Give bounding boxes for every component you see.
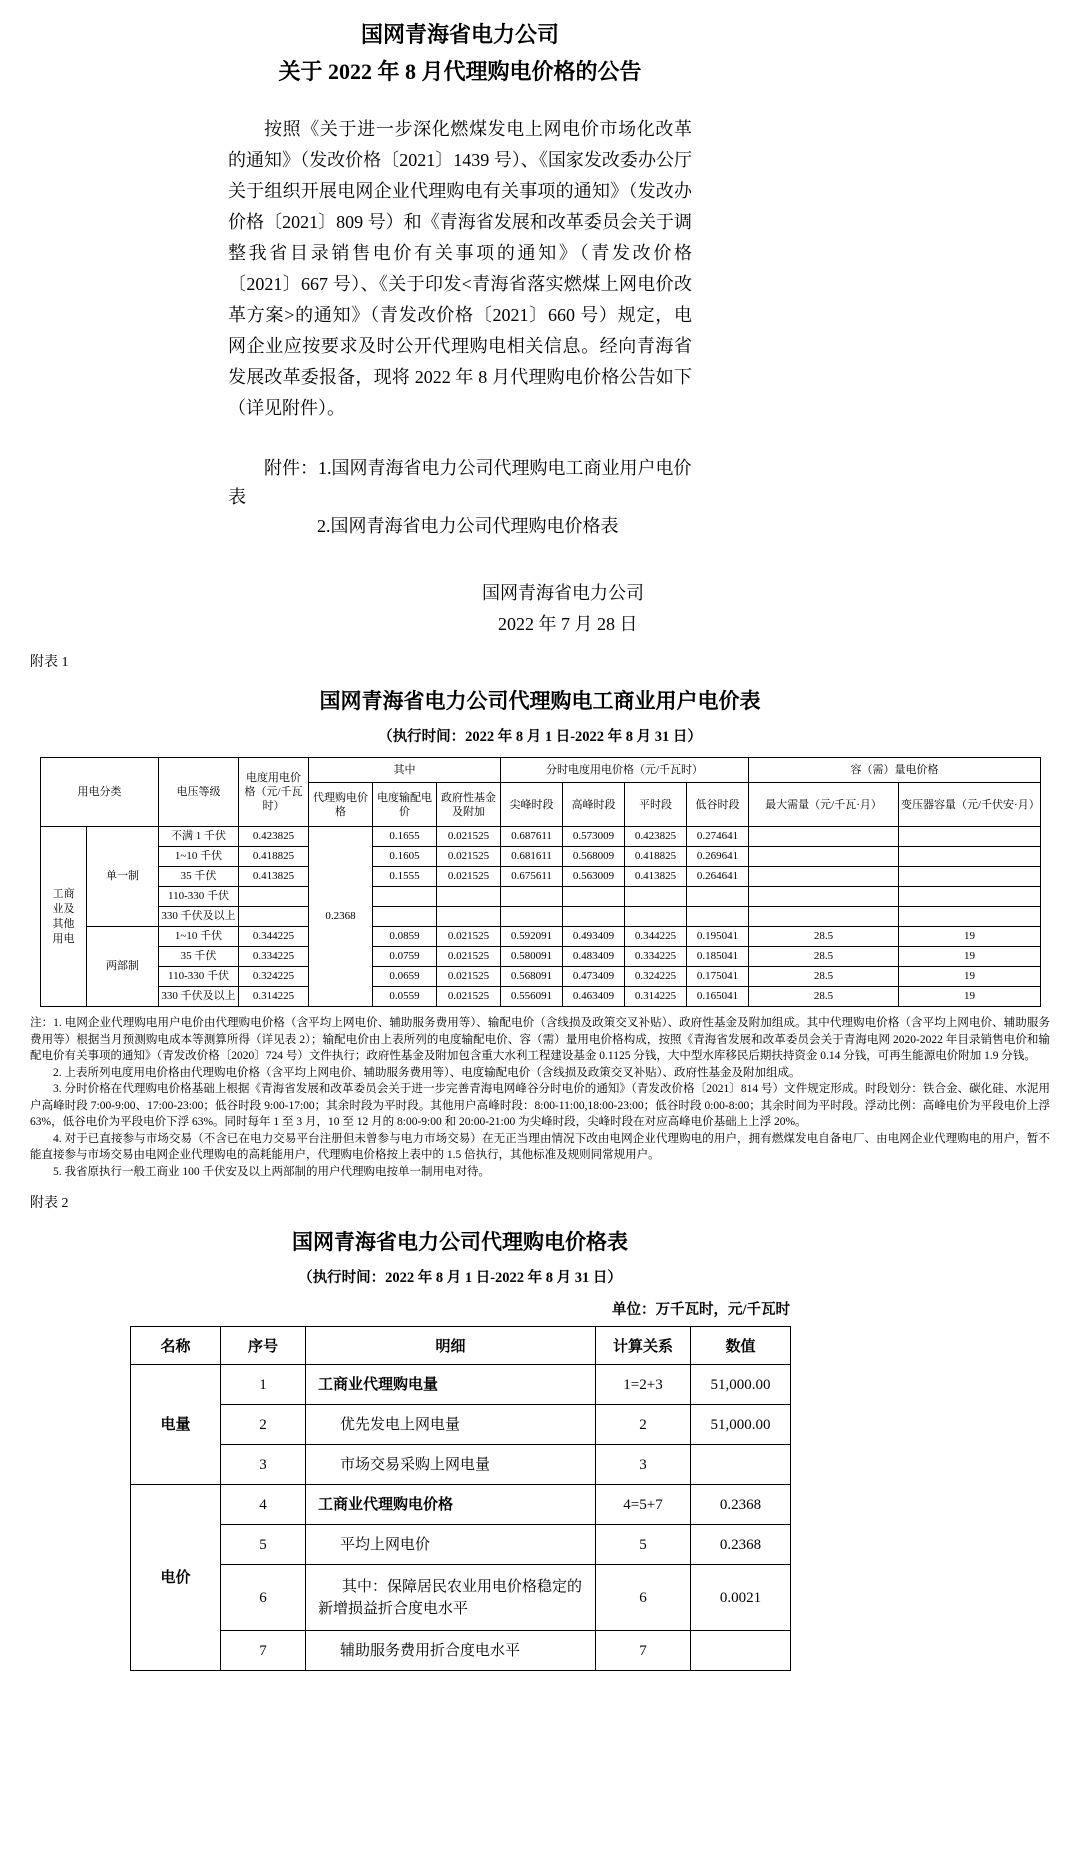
cell-transmission: 0.0859 — [373, 927, 437, 947]
cell-relation: 5 — [596, 1525, 691, 1565]
cell-valley: 0.264641 — [687, 867, 749, 887]
header-proxy-price: 代理购电价格 — [309, 783, 373, 827]
table1-notes — [30, 1015, 1050, 1180]
cell-voltage: 110-330 千伏 — [159, 887, 239, 907]
cell-peak — [563, 887, 625, 907]
cell-voltage: 1~10 千伏 — [159, 847, 239, 867]
cell-peak — [563, 907, 625, 927]
cell-sharp: 0.568091 — [501, 967, 563, 987]
table1-section — [40, 685, 1040, 1007]
header-voltage: 电压等级 — [159, 758, 239, 827]
cell-demand — [749, 907, 899, 927]
cell-transformer: 19 — [899, 947, 1041, 967]
table-header-row — [41, 758, 1041, 783]
cell-valley — [687, 887, 749, 907]
table-row — [131, 1485, 791, 1525]
table-row — [41, 907, 1041, 927]
table2-section — [130, 1226, 790, 1671]
cell-flat: 0.418825 — [625, 847, 687, 867]
cell-peak: 0.563009 — [563, 867, 625, 887]
header-name: 名称 — [131, 1327, 221, 1365]
header-detail: 明细 — [306, 1327, 596, 1365]
header-transmission-price: 电度输配电价 — [373, 783, 437, 827]
cell-transmission: 0.1555 — [373, 867, 437, 887]
cell-transmission: 0.1605 — [373, 847, 437, 867]
cell-fund: 0.021525 — [437, 927, 501, 947]
cell-value — [691, 1631, 791, 1671]
industrial-price-table — [40, 757, 1041, 1007]
cell-peak: 0.493409 — [563, 927, 625, 947]
cell-peak: 0.463409 — [563, 987, 625, 1007]
cell-transformer — [899, 827, 1041, 847]
header-flat-period: 平时段 — [625, 783, 687, 827]
table-header-row — [131, 1327, 791, 1365]
cell-transformer — [899, 887, 1041, 907]
header-value: 数值 — [691, 1327, 791, 1365]
signature-company: 国网青海省电力公司 — [482, 583, 644, 603]
cell-value: 0.2368 — [691, 1525, 791, 1565]
signature-date: 2022 年 7 月 28 日 — [498, 614, 638, 634]
cell-no: 1 — [221, 1365, 306, 1405]
cell-energy-price: 0.314225 — [239, 987, 309, 1007]
cell-value: 0.2368 — [691, 1485, 791, 1525]
cell-detail: 工商业代理购电价格 — [306, 1485, 596, 1525]
cell-detail: 市场交易采购上网电量 — [306, 1445, 596, 1485]
cell-relation: 4=5+7 — [596, 1485, 691, 1525]
header-category: 用电分类 — [41, 758, 159, 827]
table-row — [41, 887, 1041, 907]
document-body-block — [228, 0, 692, 639]
cell-flat: 0.334225 — [625, 947, 687, 967]
attachment-line-2: 2.国网青海省电力公司代理购电价格表 — [317, 516, 619, 536]
table-row — [41, 947, 1041, 967]
cell-voltage: 35 千伏 — [159, 947, 239, 967]
cell-transformer — [899, 867, 1041, 887]
table-row — [131, 1405, 791, 1445]
header-capacity-group: 容（需）量电价格 — [749, 758, 1041, 783]
header-max-demand: 最大需量（元/千瓦·月） — [749, 783, 899, 827]
cell-no: 5 — [221, 1525, 306, 1565]
cell-transmission: 0.0559 — [373, 987, 437, 1007]
table-row — [41, 847, 1041, 867]
cell-valley: 0.165041 — [687, 987, 749, 1007]
cell-peak: 0.473409 — [563, 967, 625, 987]
cell-valley: 0.195041 — [687, 927, 749, 947]
cell-valley: 0.175041 — [687, 967, 749, 987]
cell-energy-price: 0.418825 — [239, 847, 309, 867]
cell-sharp: 0.675611 — [501, 867, 563, 887]
doc-title-line2: 关于 2022 年 8 月代理购电价格的公告 — [278, 59, 642, 84]
doc-title-line1: 国网青海省电力公司 — [360, 22, 559, 47]
cell-group-energy: 电量 — [131, 1365, 221, 1485]
cell-relation: 2 — [596, 1405, 691, 1445]
cell-valley: 0.185041 — [687, 947, 749, 967]
cell-valley — [687, 907, 749, 927]
cell-flat — [625, 887, 687, 907]
cell-energy-price: 0.344225 — [239, 927, 309, 947]
cell-sharp: 0.687611 — [501, 827, 563, 847]
cell-fund — [437, 907, 501, 927]
cell-sharp: 0.681611 — [501, 847, 563, 867]
table-row — [41, 867, 1041, 887]
cell-voltage: 不满 1 千伏 — [159, 827, 239, 847]
cell-valley: 0.274641 — [687, 827, 749, 847]
header-transformer-capacity: 变压器容量（元/千伏安·月） — [899, 783, 1041, 827]
cell-energy-price: 0.334225 — [239, 947, 309, 967]
attachment-line-1: 附件：1.国网青海省电力公司代理购电工商业用户电价表 — [228, 458, 692, 507]
cell-demand: 28.5 — [749, 967, 899, 987]
cell-detail: 其中：保障居民农业用电价格稳定的新增损益折合度电水平 — [306, 1565, 596, 1631]
cell-transformer: 19 — [899, 987, 1041, 1007]
table-row — [131, 1525, 791, 1565]
header-relation: 计算关系 — [596, 1327, 691, 1365]
cell-relation: 7 — [596, 1631, 691, 1671]
cell-transformer: 19 — [899, 967, 1041, 987]
table1-period: （执行时间：2022 年 8 月 1 日-2022 年 8 月 31 日） — [378, 729, 702, 745]
cell-sharp: 0.580091 — [501, 947, 563, 967]
cell-no: 7 — [221, 1631, 306, 1671]
cell-transmission — [373, 887, 437, 907]
cell-peak: 0.568009 — [563, 847, 625, 867]
header-energy-price: 电度用电价格（元/千瓦时） — [239, 758, 309, 827]
cell-demand — [749, 847, 899, 867]
cell-sharp: 0.556091 — [501, 987, 563, 1007]
cell-relation: 1=2+3 — [596, 1365, 691, 1405]
cell-peak: 0.483409 — [563, 947, 625, 967]
cell-fund: 0.021525 — [437, 847, 501, 867]
table1-title: 国网青海省电力公司代理购电工商业用户电价表 — [319, 689, 761, 713]
cell-sharp — [501, 907, 563, 927]
cell-flat: 0.314225 — [625, 987, 687, 1007]
cell-no: 2 — [221, 1405, 306, 1445]
cell-flat: 0.324225 — [625, 967, 687, 987]
cell-voltage: 110-330 千伏 — [159, 967, 239, 987]
cell-subcategory-single: 单一制 — [87, 827, 159, 927]
cell-fund: 0.021525 — [437, 967, 501, 987]
table-row — [41, 967, 1041, 987]
note-5: 5. 我省原执行一般工商业 100 千伏安及以上两部制的用户代理购电按单一制用电对待。 — [53, 1165, 490, 1178]
cell-demand: 28.5 — [749, 927, 899, 947]
cell-demand — [749, 827, 899, 847]
header-tou-group: 分时电度用电价格（元/千瓦时） — [501, 758, 749, 783]
note-1: 注：1. 电网企业代理购电用户电价由代理购电价格（含平均上网电价、辅助服务费用等）、输配电价（含线损及政策交叉补贴）、政府性基金及附加组成。其中代理购电价格（含平均上网电价、辅助服务费用等）根据当月预测购电成本等测算所得（详见表 2）；输配电价由上表所列的电度输配电价、容（需）量用电价格构成，按照《青海省发展和改革委员会关于青海电网 2020-2022 年目录销售电价和输配电价有关事项的通知》（青发改价格〔2020〕724 号）文件执行；政府性基金及附加包含重大水利工程建设基金 0.1125 分钱，大中型水库移民后期扶持资金 0.14 分钱，可再生能源电价附加 1.9 分钱。 — [30, 1017, 1050, 1062]
header-no: 序号 — [221, 1327, 306, 1365]
cell-fund: 0.021525 — [437, 987, 501, 1007]
table-row — [41, 927, 1041, 947]
cell-flat: 0.344225 — [625, 927, 687, 947]
cell-voltage: 330 千伏及以上 — [159, 907, 239, 927]
header-sharp-period: 尖峰时段 — [501, 783, 563, 827]
cell-transformer: 19 — [899, 927, 1041, 947]
doc-paragraph: 按照《关于进一步深化燃煤发电上网电价市场化改革的通知》（发改价格〔2021〕1439 号）、《国家发改委办公厅关于组织开展电网企业代理购电有关事项的通知》（发改办价格〔2021〕809 号）和《青海省发展和改革委员会关于调整我省目录销售电价有关事项的通知》（青发改价格〔2021〕667 号）、《关于印发<青海省落实燃煤上网电价改革方案>的通知》（青发改价格〔2021〕660 号）规定，电网企业应按要求及时公开代理购电相关信息。经向青海省发展改革委报备，现将 2022 年 8 月代理购电价格公告如下（详见附件）。 — [228, 119, 692, 418]
table2-unit-note: 单位：万千瓦时，元/千瓦时 — [611, 1302, 790, 1318]
cell-value — [691, 1445, 791, 1485]
table2-title: 国网青海省电力公司代理购电价格表 — [292, 1230, 628, 1254]
header-valley-period: 低谷时段 — [687, 783, 749, 827]
cell-detail: 工商业代理购电量 — [306, 1365, 596, 1405]
cell-relation: 3 — [596, 1445, 691, 1485]
header-peak-period: 高峰时段 — [563, 783, 625, 827]
appendix-2-label: 附表 2 — [30, 1196, 69, 1211]
cell-flat — [625, 907, 687, 927]
cell-energy-price: 0.413825 — [239, 867, 309, 887]
note-4: 4. 对于已直接参与市场交易（不含已在电力交易平台注册但未曾参与电力市场交易）在无正当理由情况下改由电网企业代理购电的用户，拥有燃煤发电自备电厂、由电网企业代理购电的用户，暂不能直接参与市场交易由电网企业代理购电的高耗能用户，代理购电价格按上表中的 1.5 倍执行，其他标准及规则同常规用户。 — [30, 1132, 1050, 1161]
proxy-price-summary-table — [130, 1326, 791, 1671]
cell-no: 4 — [221, 1485, 306, 1525]
cell-voltage: 330 千伏及以上 — [159, 987, 239, 1007]
cell-energy-price: 0.324225 — [239, 967, 309, 987]
cell-value: 51,000.00 — [691, 1365, 791, 1405]
cell-transmission — [373, 907, 437, 927]
cell-transformer — [899, 847, 1041, 867]
cell-energy-price — [239, 887, 309, 907]
table-row — [41, 987, 1041, 1007]
cell-voltage: 35 千伏 — [159, 867, 239, 887]
cell-transmission: 0.1655 — [373, 827, 437, 847]
cell-category: 工商业及其他用电 — [41, 827, 87, 1007]
table-row — [131, 1445, 791, 1485]
cell-flat: 0.413825 — [625, 867, 687, 887]
cell-no: 3 — [221, 1445, 306, 1485]
cell-transmission: 0.0659 — [373, 967, 437, 987]
cell-peak: 0.573009 — [563, 827, 625, 847]
cell-subcategory-two-part: 两部制 — [87, 927, 159, 1007]
cell-demand: 28.5 — [749, 947, 899, 967]
table-row — [131, 1631, 791, 1671]
cell-detail: 优先发电上网电量 — [306, 1405, 596, 1445]
cell-no: 6 — [221, 1565, 306, 1631]
table-row — [131, 1565, 791, 1631]
table-row — [131, 1365, 791, 1405]
cell-fund: 0.021525 — [437, 867, 501, 887]
cell-transformer — [899, 907, 1041, 927]
cell-fund — [437, 887, 501, 907]
header-among: 其中 — [309, 758, 501, 783]
table-row — [41, 827, 1041, 847]
cell-value: 51,000.00 — [691, 1405, 791, 1445]
cell-group-price: 电价 — [131, 1485, 221, 1671]
cell-fund: 0.021525 — [437, 827, 501, 847]
cell-detail: 辅助服务费用折合度电水平 — [306, 1631, 596, 1671]
cell-energy-price — [239, 907, 309, 927]
cell-valley: 0.269641 — [687, 847, 749, 867]
cell-relation: 6 — [596, 1565, 691, 1631]
cell-detail: 平均上网电价 — [306, 1525, 596, 1565]
note-3: 3. 分时价格在代理购电价格基础上根据《青海省发展和改革委员会关于进一步完善青海电网峰谷分时电价的通知》（青发改价格〔2021〕814 号）文件规定形成。时段划分：铁合金、碳化硅、水泥用户高峰时段 7:00-9:00、17:00-23:00；低谷时段 9:00-17:00；其余时段为平时段。其他用户高峰时段：8:00-11:00,18:00-23:00；低谷时段 0:00-8:00；其余时间为平时段。浮动比例：高峰电价为平段电价上浮 63%，低谷电价为平段电价下浮 63%。同时每年 1 至 3 月，10 至 12 月的 8:00-9:00 和 20:00-21:00 为尖峰时段，尖峰时段在对应高峰电价基础上上浮 20%。 — [30, 1083, 1050, 1128]
cell-energy-price: 0.423825 — [239, 827, 309, 847]
note-2: 2. 上表所列电度用电价格由代理购电价格（含平均上网电价、辅助服务费用等）、电度输配电价（含线损及政策交叉补贴）、政府性基金及附加组成。 — [53, 1066, 801, 1079]
cell-value: 0.0021 — [691, 1565, 791, 1631]
cell-demand: 28.5 — [749, 987, 899, 1007]
table2-period: （执行时间：2022 年 8 月 1 日-2022 年 8 月 31 日） — [298, 1270, 622, 1286]
cell-fund: 0.021525 — [437, 947, 501, 967]
cell-transmission: 0.0759 — [373, 947, 437, 967]
cell-flat: 0.423825 — [625, 827, 687, 847]
cell-voltage: 1~10 千伏 — [159, 927, 239, 947]
cell-demand — [749, 867, 899, 887]
cell-sharp — [501, 887, 563, 907]
cell-sharp: 0.592091 — [501, 927, 563, 947]
header-gov-fund: 政府性基金及附加 — [437, 783, 501, 827]
appendix-1-label: 附表 1 — [30, 655, 69, 670]
cell-proxy-price: 0.2368 — [309, 827, 373, 1007]
cell-demand — [749, 887, 899, 907]
